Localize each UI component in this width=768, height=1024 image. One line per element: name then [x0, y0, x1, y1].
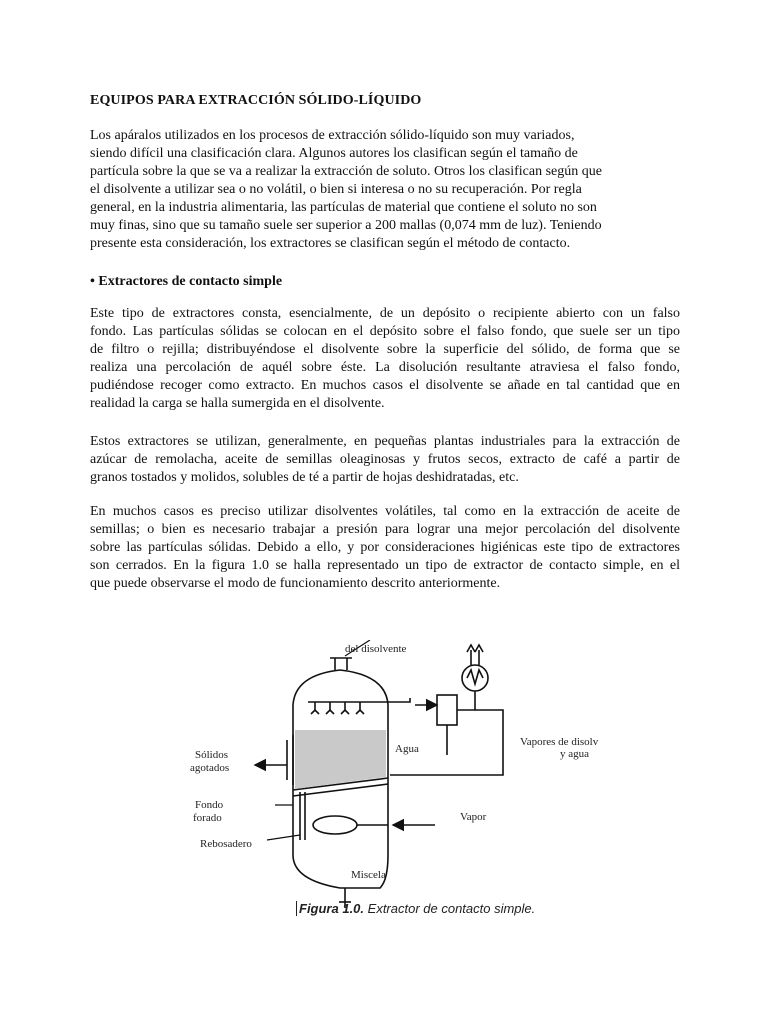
text-line: general, en la industria alimentaria, las partículas de material que contiene el soluto no son: [90, 200, 597, 215]
label-del-disolvente: del disolvente: [345, 643, 407, 655]
text-line: pudiéndose recoger como extracto. En muchos casos el disolvente se añade en tal cantidad que en: [90, 378, 680, 393]
text-line: siendo difícil una clasificación clara. Algunos autores los clasifican según el tamaño de: [90, 146, 578, 161]
intro-paragraph: [90, 127, 680, 253]
label-vapor: Vapor: [460, 811, 487, 823]
caption-text: Extractor de contacto simple.: [364, 901, 536, 916]
solids-door: [287, 735, 293, 785]
text-line: Este tipo de extractores consta, esencialmente, de un depósito o recipiente abierto con un falso: [90, 306, 680, 321]
body-paragraph: [90, 433, 680, 487]
text-line: semillas; o bien es necesario trabajar a presión para lograr una mejor percolación del disolvente: [90, 522, 680, 537]
label-solidos: Sólidos: [195, 749, 229, 761]
label-forado: forado: [193, 812, 222, 824]
text-line: el disolvente a utilizar sea o no volátil, o bien si interesa o no su recuperación. Por regla: [90, 182, 582, 197]
caption-number: Figura 1.0.: [299, 901, 365, 916]
text-line: de filtro o rejilla; distribuyéndose el disolvente sobre la superficie del sólido, de forma que se: [90, 342, 680, 357]
text-line: fondo. Las partículas sólidas se colocan en el depósito sobre el falso fondo, que suele ser un tipo: [90, 324, 680, 339]
steam-coil: [313, 816, 357, 834]
label-vapores-1: Vapores de disolv: [520, 736, 599, 748]
text-line: realiza una percolación de aquél sobre éste. La disolución resultante atraviesa el falso fondo,: [90, 360, 680, 375]
text-line: son cerrados. En la figura 1.0 se halla representado un tipo de extractor de contacto simple, en el: [90, 558, 680, 573]
label-fondo: Fondo: [195, 799, 224, 811]
text-line: Estos extractores se utilizan, generalmente, en pequeñas plantas industriales para la extracción de: [90, 434, 680, 449]
text-line: azúcar de remolacha, aceite de semillas oleaginosas y frutos secos, extracto de café a partir de: [90, 452, 680, 467]
extractor-figure: [175, 640, 625, 930]
text-line: sobre las partículas sólidas. Debido a ello, y por consideraciones higiénicas este tipo de extractores: [90, 540, 680, 555]
separator: [437, 695, 457, 725]
label-vapores-2: y agua: [560, 748, 590, 760]
vessel-top: [293, 670, 388, 705]
label-agotados: agotados: [190, 762, 230, 774]
text-line: granos tostados y molidos, solubles de té a partir de hojas deshidratadas, etc.: [90, 470, 519, 485]
top-nozzle: [330, 658, 352, 670]
label-rebosadero: Rebosadero: [200, 838, 252, 850]
condenser: [462, 665, 488, 691]
text-line: que puede observarse el modo de funcionamiento descrito anteriormente.: [90, 576, 501, 591]
body-paragraph: [90, 503, 680, 593]
page-title: EQUIPOS PARA EXTRACCIÓN SÓLIDO-LÍQUIDO: [90, 93, 422, 108]
text-line: muy finas, sino que su tamaño suele ser superior a 200 mallas (0,074 mm de luz). Teniendo: [90, 218, 602, 233]
figure-caption: [296, 901, 535, 916]
extractor-diagram: [175, 640, 625, 910]
solvent-pipe: [373, 698, 410, 702]
body-paragraph: [90, 305, 680, 413]
text-line: partícula sobre la que se va a realizar la extracción de soluto. Otros los clasifican según que: [90, 164, 602, 179]
label-agua: Agua: [395, 743, 419, 755]
text-line: presente esta consideración, los extractores se clasifican según el método de contacto.: [90, 236, 571, 251]
text-line: En muchos casos es preciso utilizar disolventes volátiles, tal como en la extracción de aceite de: [90, 504, 680, 519]
section-heading: • Extractores de contacto simple: [90, 274, 283, 289]
text-line: Los apáralos utilizados en los procesos de extracción sólido-líquido son muy variados,: [90, 128, 575, 143]
label-miscela: Miscela: [351, 869, 386, 881]
text-line: realidad la carga se halla sumergida en el disolvente.: [90, 396, 385, 411]
